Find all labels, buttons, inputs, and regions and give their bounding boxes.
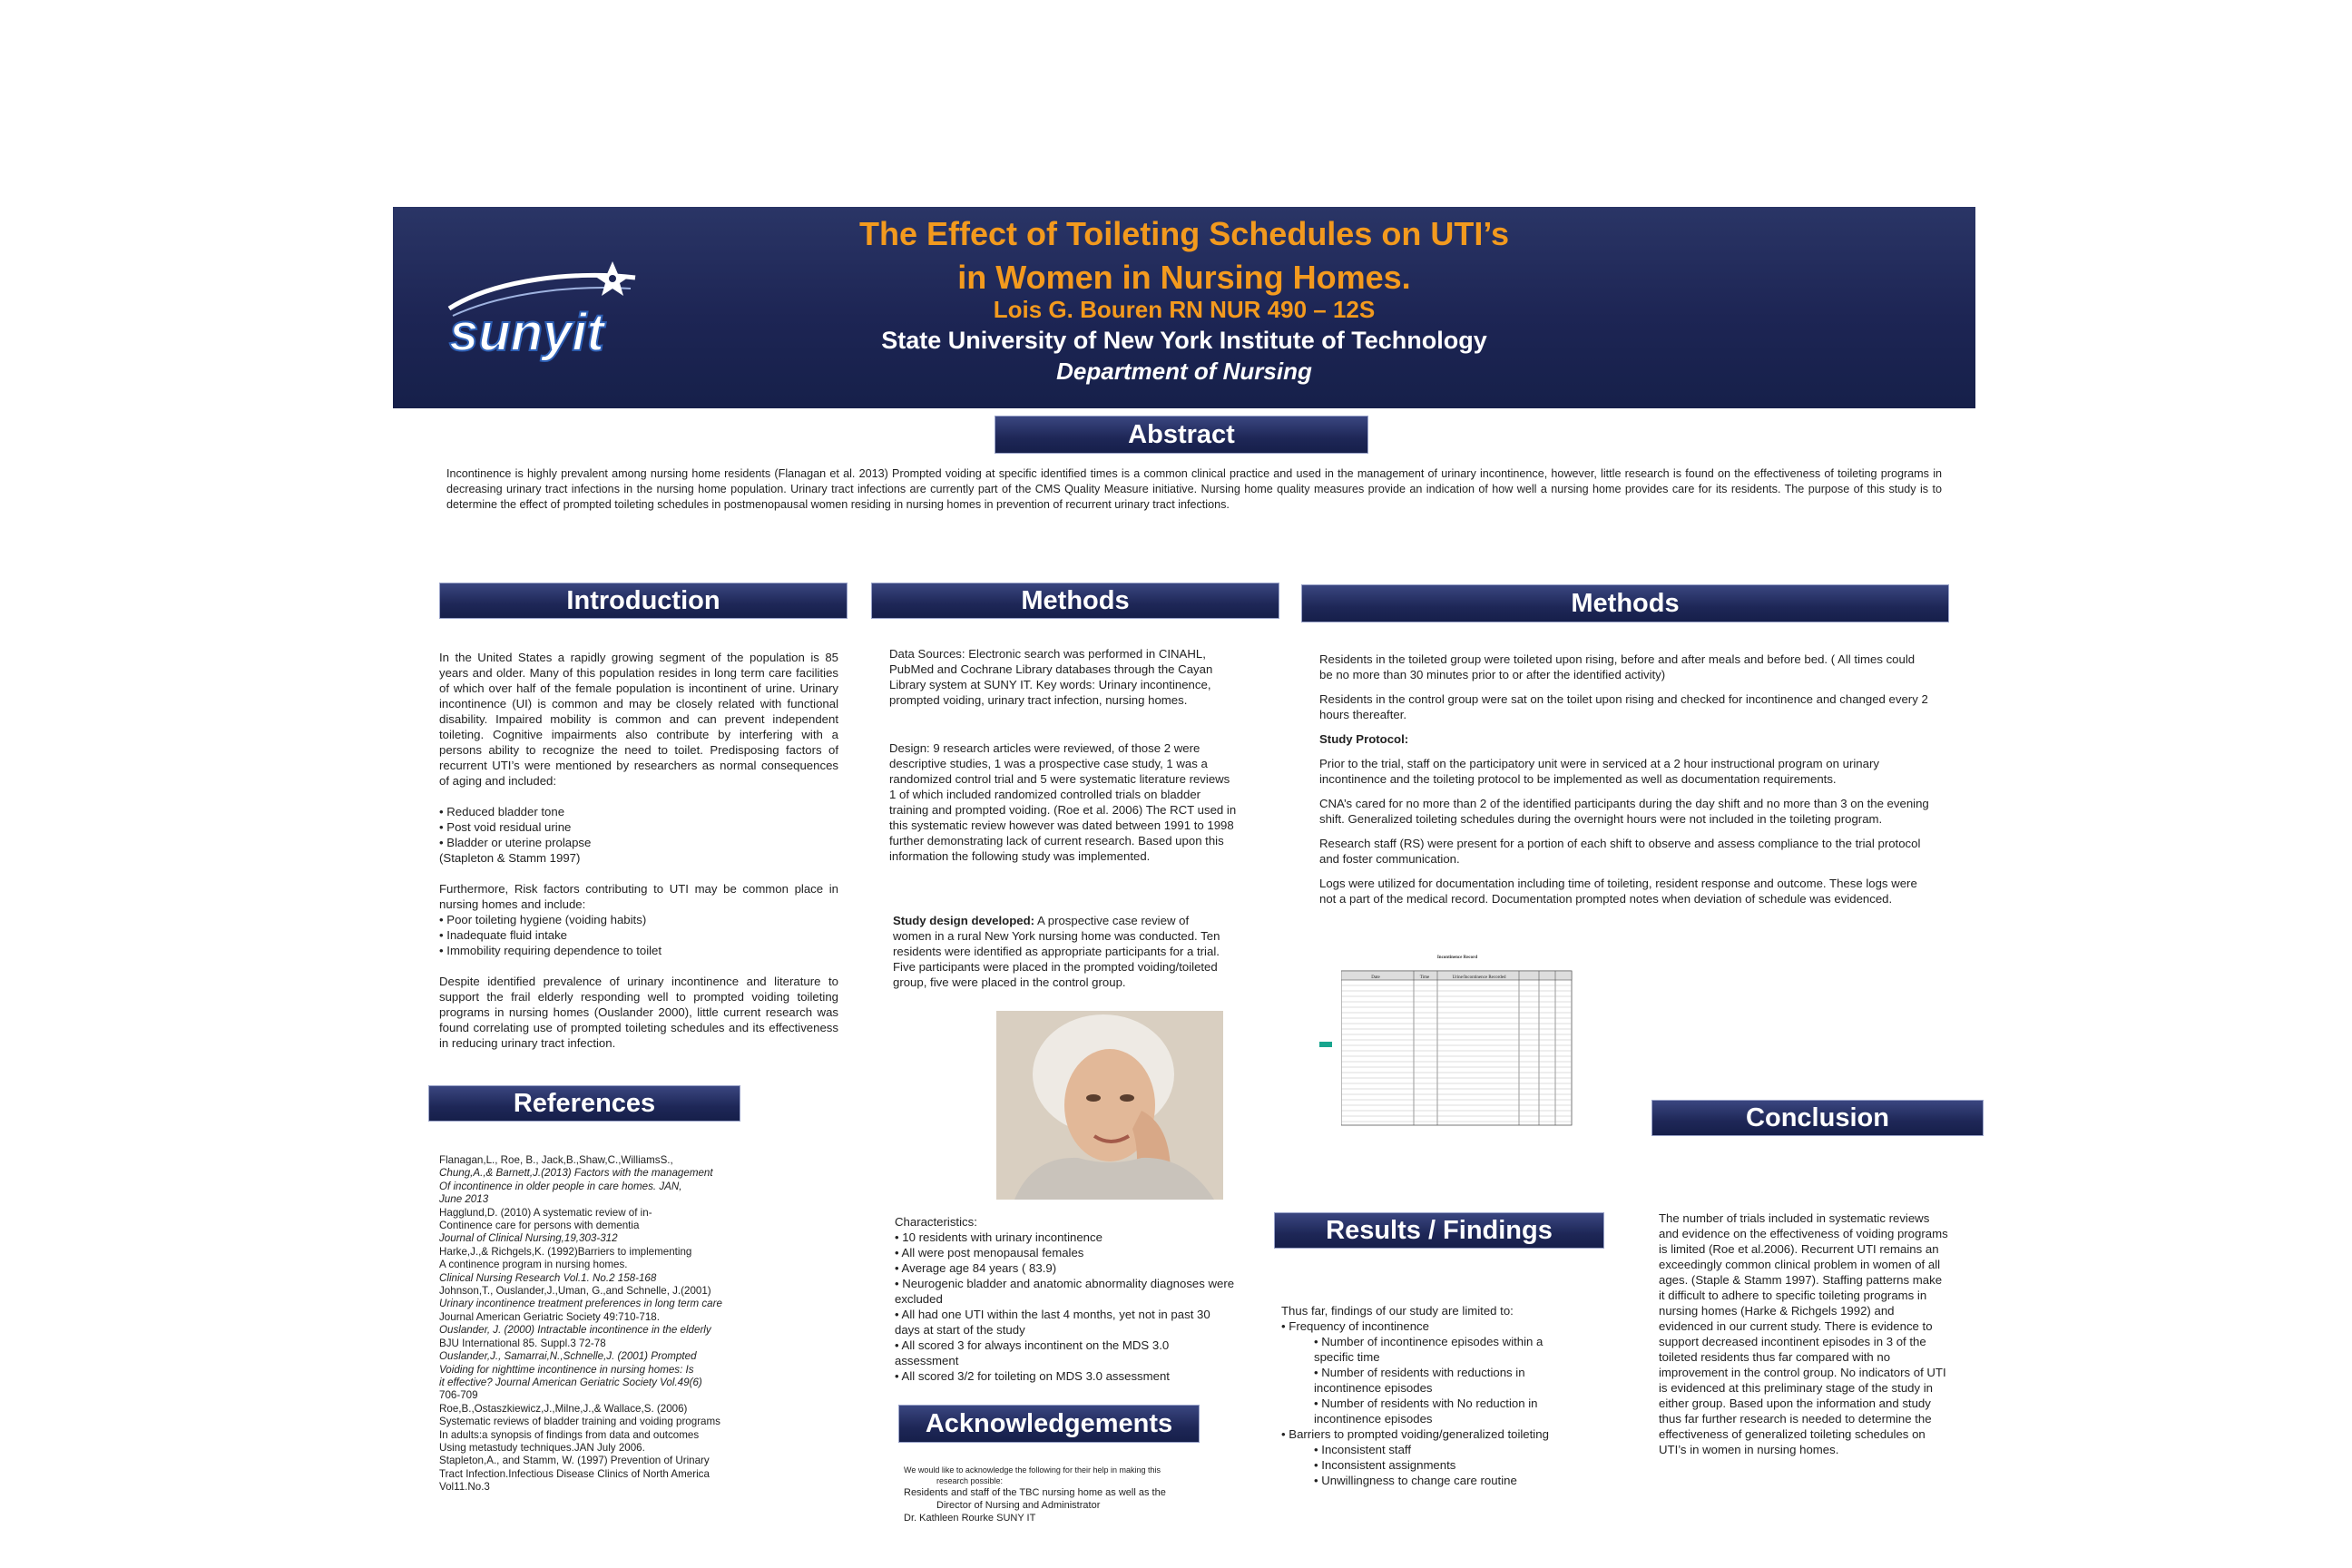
reference-line: In adults:a synopsis of findings from data and outcomes [439, 1428, 700, 1441]
list-item: • Inconsistent assignments [1314, 1458, 1456, 1472]
study-design-text: A prospective case review of women in a rural New York nursing home was conducted. Ten residents were identified as appropriate participants for a trial. Five participants were placed in the prompted voiding/toileted group, five were placed in the control group. [893, 914, 1220, 989]
study-design-label: Study design developed: [893, 914, 1035, 927]
methods2-paragraph-5: Research staff (RS) were present for a portion of each shift to observe and assess compliance to the trial protocol and foster communication. [1319, 837, 1921, 866]
methods-heading-1: Methods [871, 583, 1279, 619]
introduction-body [439, 650, 838, 1066]
reference-line: Hagglund,D. (2010) A systematic review of in- [439, 1206, 652, 1219]
incontinence-log-form [1341, 951, 1573, 1132]
reference-line: it effective? Journal American Geriatric Society Vol.49(6) [439, 1376, 702, 1388]
ack-line-1: We would like to acknowledge the following for their help in making this [904, 1465, 1161, 1475]
ack-line-5: Dr. Kathleen Rourke SUNY IT [904, 1513, 1036, 1524]
characteristics-list [895, 1230, 1236, 1384]
reference-line: Stapleton,A., and Stamm, W. (1997) Prevention of Urinary [439, 1455, 710, 1467]
list-item: • Average age 84 years ( 83.9) [895, 1261, 1057, 1275]
intro-paragraph-3: Despite identified prevalence of urinary incontinence and literature to support the frail elderly responding well to prompted voiding toileting programs in nursing homes (Ouslander 2000), little current research was found correlating use of prompted toileting schedules and its effectiveness in reducing urinary tract infection. [439, 975, 838, 1050]
intro-paragraph-2: Furthermore, Risk factors contributing to UTI may be common place in nursing homes and include: [439, 882, 838, 911]
reference-line: Urinary incontinence treatment preferences in long term care [439, 1298, 722, 1310]
list-item: • Inconsistent staff [1314, 1443, 1412, 1456]
reference-line: Voiding for nighttime incontinence in nursing homes: Is [439, 1363, 694, 1376]
list-item: • All had one UTI within the last 4 months, yet not in past 30 days at start of the study [895, 1308, 1210, 1337]
reference-line: Ouslander, J. (2000) Intractable incontinence in the elderly [439, 1324, 711, 1337]
reference-line: BJU International 85. Suppl.3 72-78 [439, 1337, 606, 1349]
form-col-date: Date [1371, 975, 1380, 980]
abstract-text: Incontinence is highly prevalent among nursing home residents (Flanagan et al. 2013) Prompted voiding at specific identified times is a common clinical practice and used in the management of urinary incontinence, however, little research is found on the effectiveness of toileting programs in decreasing urinary tract infections in the nursing home population. Urinary tract infections are currently part of the CMS Quality Measure initiative. Nursing home quality measures provide an indication of how well a nursing home provides care for its residents. The purpose of this study is to determine the effect of prompted toileting schedules in postmenopausal women residing in nursing homes in prevention of recurrent urinary tract infections. [446, 467, 1942, 511]
reference-line: Systematic reviews of bladder training and voiding programs [439, 1416, 720, 1428]
form-col-record: Urine/Incontinence Recorded [1452, 975, 1506, 980]
reference-line: June 2013 [439, 1193, 489, 1206]
list-item: • Reduced bladder tone [439, 805, 565, 818]
list-item: • Number of residents with No reduction in incontinence episodes [1314, 1396, 1538, 1426]
reference-line: Using metastudy techniques.JAN July 2006. [439, 1441, 645, 1454]
methods-design: Design: 9 research articles were reviewed, of those 2 were descriptive studies, 1 was a prospective case study, 1 was a randomized control trial and 5 were systematic literature reviews 1 of which included randomized controlled trials on bladder training and prompted voiding. (Roe et al. 2006) The RCT used in this systematic review however was dated between 1991 to 1998 further demonstrating lack of current research. Based upon this information the following study was implemented. [889, 741, 1237, 863]
references-list [439, 1154, 748, 1494]
reference-line: Johnson,T., Ouslander,J.,Uman, G.,and Schnelle, J.(2001) [439, 1285, 711, 1298]
reference-line: Of incontinence in older people in care homes. JAN, [439, 1180, 682, 1192]
methods-study-design [893, 913, 1229, 990]
reference-line: Vol11.No.3 [439, 1481, 490, 1494]
acknowledgements-heading: Acknowledgements [898, 1405, 1200, 1443]
elderly-woman-photo [996, 1011, 1223, 1200]
reference-line: Continence care for persons with dementia [439, 1220, 640, 1232]
characteristics-label: Characteristics: [895, 1215, 977, 1229]
reference-line: A continence program in nursing homes. [439, 1259, 628, 1271]
ack-line-3: Residents and staff of the TBC nursing home as well as the [904, 1487, 1166, 1498]
reference-line: Tract Infection.Infectious Disease Clinics of North America [439, 1467, 710, 1480]
methods-protocol-body [1319, 652, 1929, 906]
reference-line: Clinical Nursing Research Vol.1. No.2 158-168 [439, 1271, 657, 1284]
results-intro: Thus far, findings of our study are limited to: [1281, 1304, 1514, 1318]
list-item: • Bladder or uterine prolapse [439, 836, 592, 849]
ack-line-4: Director of Nursing and Administrator [936, 1500, 1101, 1511]
references-heading: References [428, 1085, 740, 1122]
conclusion-heading: Conclusion [1651, 1100, 1984, 1136]
reference-line: 706-709 [439, 1389, 478, 1402]
poster-title-line1: The Effect of Toileting Schedules on UTI’s [858, 215, 1510, 252]
list-item: • Poor toileting hygiene (voiding habits) [439, 913, 647, 926]
list-item: • 10 residents with urinary incontinence [895, 1230, 1102, 1244]
ack-line-2: research possible: [936, 1476, 1004, 1485]
methods-data-sources: Data Sources: Electronic search was performed in CINAHL, PubMed and Cochrane Library databases through the Cayan Library system at SUNY IT. Key words: Urinary incontinence, prompted voiding, urinary tract infection, nursing homes. [889, 647, 1213, 707]
methods-heading-2: Methods [1301, 584, 1949, 622]
results-list [1281, 1318, 1573, 1488]
list-item: • Unwillingness to change care routine [1314, 1474, 1517, 1487]
acknowledgements-body [904, 1465, 1212, 1524]
reference-line: Chung,A.,& Barnett,J.(2013) Factors with the management [439, 1167, 713, 1180]
form-col-time: Time [1419, 975, 1430, 980]
introduction-heading: Introduction [439, 583, 848, 619]
list-item: (Stapleton & Stamm 1997) [439, 851, 581, 865]
methods2-paragraph-1: Residents in the toileted group were toileted upon rising, before and after meals and before bed. ( All times could be no more than 30 minutes prior to or after the identified activity) [1319, 652, 1916, 681]
poster-header [393, 207, 1975, 408]
reference-line: Harke,J.,& Richgels,K. (1992)Barriers to implementing [439, 1245, 692, 1258]
reference-line: Ouslander,J., Samarrai,N.,Schnelle,J. (2001) Prompted [439, 1350, 697, 1363]
conclusion-text: The number of trials included in systematic reviews and evidence on the effectiveness of voiding programs is limited (Roe et al.2006). Recurrent UTI remains an exceedingly common clinical problem in women of all ages. (Staple & Stamm 1997). Staffing patterns make it difficult to adhere to specific toileting programs in nursing homes (Harke & Richgels 1992) and evidenced in our current study. There is evidence to support decreased incontinent episodes in 3 of the toileted residents thus far compared with no improvement in the control group. No indicators of UTI is evidenced at this preliminary stage of the study in either group. Based upon the information and study thus far further research is needed to determine the effectiveness of generalized toileting schedules on UTI’s in women in nursing homes. [1659, 1211, 1948, 1456]
study-protocol-label: Study Protocol: [1319, 732, 1409, 746]
list-item: • All scored 3/2 for toileting on MDS 3.0 assessment [895, 1369, 1170, 1383]
department-line: Department of Nursing [1056, 358, 1312, 385]
intro-list-2 [439, 912, 838, 958]
methods2-paragraph-3: Prior to the trial, staff on the participatory unit were in serviced at a 2 hour instructional program on urinary incontinence and the toileting protocol to be implemented as well as documentation requirements. [1319, 757, 1879, 786]
reference-line: Journal American Geriatric Society 49:710-718. [439, 1310, 660, 1323]
intro-paragraph-1: In the United States a rapidly growing segment of the population is 85 years and older. Many of this population resides in long term care facilities of which over half of the female population is incontinent of urine. Urinary incontinence (UI) is common and may be closely related with functional disability. Impaired mobility is common and can prevent independent toileting. Cognitive impairments also contribute by interfering with a persons ability to recognize the need to toilet. Predisposing factors of recurrent UTI’s were mentioned by researchers as normal consequences of aging and included: [439, 651, 838, 788]
list-item: • Immobility requiring dependence to toilet [439, 944, 662, 957]
list-item: • Barriers to prompted voiding/generalized toileting [1281, 1427, 1549, 1441]
methods2-paragraph-2: Residents in the control group were sat on the toilet upon rising and checked for incontinence and changed every 2 hours thereafter. [1319, 692, 1928, 721]
list-item: • Neurogenic bladder and anatomic abnormality diagnoses were excluded [895, 1277, 1235, 1306]
form-title: Incontinence Record [1436, 956, 1478, 960]
list-item: • Inadequate fluid intake [439, 928, 567, 942]
logo-text: sunyit [449, 303, 604, 362]
results-heading: Results / Findings [1274, 1212, 1604, 1249]
institution-line: State University of New York Institute of Technology [881, 327, 1487, 354]
reference-line: Journal of Clinical Nursing,19,303-312 [439, 1232, 618, 1245]
reference-line: Flanagan,L., Roe, B., Jack,B.,Shaw,C.,WilliamsS., [439, 1154, 673, 1166]
results-body [1281, 1303, 1573, 1488]
author-line: Lois G. Bouren RN NUR 490 – 12S [993, 296, 1376, 323]
teal-marker [1319, 1042, 1332, 1047]
characteristics-section [895, 1214, 1236, 1384]
poster-title-line2: in Women in Nursing Homes. [957, 259, 1411, 296]
list-item: • Number of incontinence episodes within a specific time [1314, 1335, 1544, 1364]
list-item: • All scored 3 for always incontinent on the MDS 3.0 assessment [895, 1338, 1170, 1367]
reference-line: Roe,B.,Ostaszkiewicz,J.,Milne,J.,& Wallace,S. (2006) [439, 1402, 688, 1415]
list-item: • Number of residents with reductions in incontinence episodes [1314, 1366, 1525, 1395]
intro-list-1 [439, 804, 838, 866]
methods2-paragraph-4: CNA’s cared for no more than 2 of the identified participants during the day shift and no more than 3 on the evening shift. Generalized toileting schedules during the overnight hours were not included in the toileting program. [1319, 797, 1929, 826]
list-item: • Post void residual urine [439, 820, 572, 834]
methods2-paragraph-6: Logs were utilized for documentation including time of toileting, resident response and outcome. These logs were not a part of the medical record. Documentation prompted notes when deviation of schedule was evidenced. [1319, 877, 1917, 906]
list-item: • All were post menopausal females [895, 1246, 1084, 1259]
abstract-heading: Abstract [995, 416, 1368, 454]
list-item: • Frequency of incontinence [1281, 1319, 1429, 1333]
